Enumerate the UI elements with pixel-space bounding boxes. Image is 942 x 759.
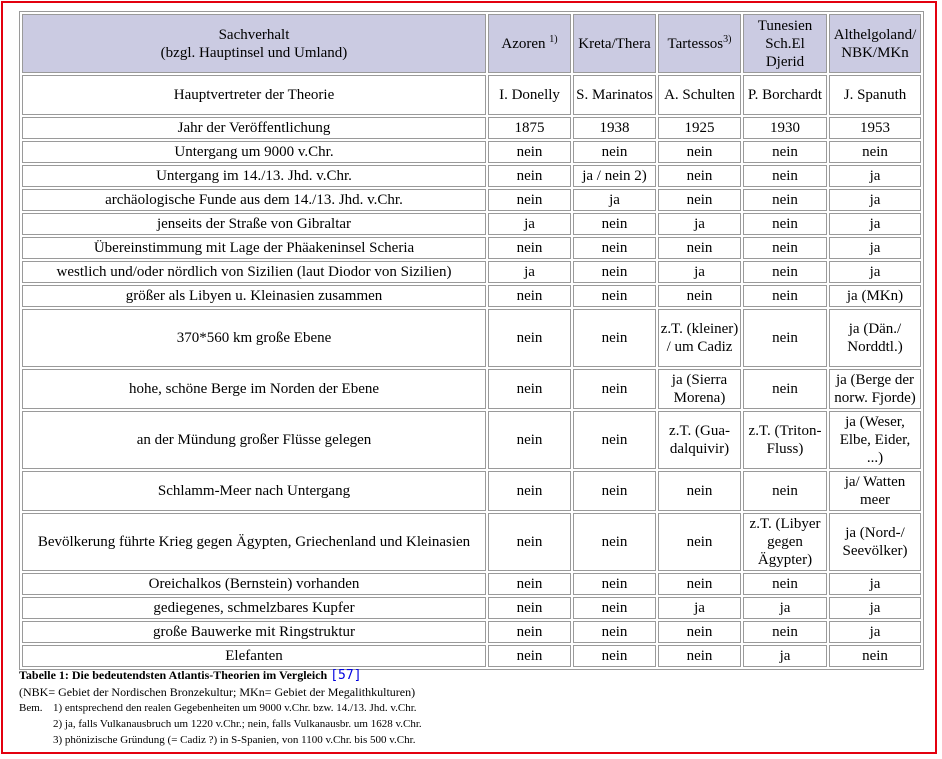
cell-azoren: 1875: [488, 117, 571, 139]
cell-althelgoland: ja: [829, 189, 921, 211]
cell-tartessos: z.T. (Gua-dalquivir): [658, 411, 741, 469]
cell-kreta-thera: ja: [573, 189, 656, 211]
header-azoren: Azoren $^{1)}$: [488, 14, 571, 73]
cell-tartessos: ja: [658, 597, 741, 619]
header-tunesien: Tunesien Sch.El Djerid: [743, 14, 827, 73]
cell-kreta-thera: ja / nein 2): [573, 165, 656, 187]
table-row: [22, 237, 921, 259]
cell-tunesien: P. Borchardt: [743, 75, 827, 115]
cell-althelgoland: ja: [829, 621, 921, 643]
cell-tunesien: nein: [743, 369, 827, 409]
cell-kreta-thera: nein: [573, 261, 656, 283]
table-row: [22, 165, 921, 187]
cell-tartessos: ja: [658, 213, 741, 235]
cell-criterion: Übereinstimmung mit Lage der Phäakeninsel Scheria: [22, 237, 486, 259]
cell-criterion: große Bauwerke mit Ringstruktur: [22, 621, 486, 643]
cell-kreta-thera: nein: [573, 309, 656, 367]
cell-tartessos: nein: [658, 573, 741, 595]
cell-tartessos: nein: [658, 645, 741, 667]
cell-kreta-thera: nein: [573, 597, 656, 619]
cell-azoren: nein: [488, 369, 571, 409]
header-kreta-thera: Kreta/Thera: [573, 14, 656, 73]
cell-tunesien: nein: [743, 471, 827, 511]
cell-criterion: Schlamm-Meer nach Untergang: [22, 471, 486, 511]
cell-althelgoland: ja: [829, 573, 921, 595]
caption-subtitle: (NBK= Gebiet der Nordischen Bronzekultur; MKn= Gebiet der Megalithkulturen): [19, 685, 416, 699]
cell-criterion: jenseits der Straße von Gibraltar: [22, 213, 486, 235]
cell-althelgoland: ja: [829, 213, 921, 235]
cell-tunesien: nein: [743, 237, 827, 259]
cell-tunesien: nein: [743, 261, 827, 283]
cell-althelgoland: nein: [829, 645, 921, 667]
table-row: [22, 117, 921, 139]
cell-azoren: I. Donelly: [488, 75, 571, 115]
cell-criterion: Elefanten: [22, 645, 486, 667]
cell-tunesien: nein: [743, 285, 827, 307]
cell-tartessos: nein: [658, 189, 741, 211]
cell-tartessos: A. Schulten: [658, 75, 741, 115]
cell-azoren: ja: [488, 213, 571, 235]
cell-althelgoland: ja/ Watten meer: [829, 471, 921, 511]
cell-tunesien: z.T. (Triton-Fluss): [743, 411, 827, 469]
cell-althelgoland: ja: [829, 261, 921, 283]
cell-azoren: nein: [488, 141, 571, 163]
cell-tunesien: nein: [743, 213, 827, 235]
cell-althelgoland: ja (Dän./ Norddtl.): [829, 309, 921, 367]
cell-criterion: Untergang um 9000 v.Chr.: [22, 141, 486, 163]
cell-althelgoland: ja (Nord-/ Seevölker): [829, 513, 921, 571]
cell-tartessos: z.T. (kleiner) / um Cadiz: [658, 309, 741, 367]
cell-kreta-thera: nein: [573, 285, 656, 307]
table-row: [22, 411, 921, 469]
cell-althelgoland: ja (Weser, Elbe, Eider, ...): [829, 411, 921, 469]
table-row: [22, 621, 921, 643]
cell-kreta-thera: nein: [573, 213, 656, 235]
cell-criterion: westlich und/oder nördlich von Sizilien (laut Diodor von Sizilien): [22, 261, 486, 283]
cell-tunesien: nein: [743, 141, 827, 163]
cell-azoren: nein: [488, 645, 571, 667]
cell-tartessos: nein: [658, 513, 741, 571]
cell-azoren: ja: [488, 261, 571, 283]
cell-althelgoland: J. Spanuth: [829, 75, 921, 115]
caption-title: Tabelle 1: Die bedeutendsten Atlantis-Theorien im Vergleich: [19, 668, 328, 682]
cell-criterion: hohe, schöne Berge im Norden der Ebene: [22, 369, 486, 409]
table-header-row: [22, 14, 921, 73]
cell-kreta-thera: nein: [573, 237, 656, 259]
cell-azoren: nein: [488, 513, 571, 571]
header-sachverhalt: Sachverhalt (bzgl. Hauptinsel und Umland): [22, 14, 486, 73]
cell-azoren: nein: [488, 621, 571, 643]
cell-kreta-thera: S. Marinatos: [573, 75, 656, 115]
table-row: [22, 189, 921, 211]
cell-tunesien: nein: [743, 165, 827, 187]
header-althelgoland: Althelgoland/ NBK/MKn: [829, 14, 921, 73]
cell-tunesien: nein: [743, 573, 827, 595]
cell-criterion: gediegenes, schmelzbares Kupfer: [22, 597, 486, 619]
cell-kreta-thera: nein: [573, 645, 656, 667]
cell-azoren: nein: [488, 165, 571, 187]
cell-althelgoland: ja (Berge der norw. Fjorde): [829, 369, 921, 409]
cell-azoren: nein: [488, 309, 571, 367]
cell-tunesien: ja: [743, 597, 827, 619]
cell-criterion: Jahr der Veröffentlichung: [22, 117, 486, 139]
cell-tartessos: 1925: [658, 117, 741, 139]
cell-tartessos: nein: [658, 237, 741, 259]
header-tartessos: Tartessos$^{3)}$: [658, 14, 741, 73]
cell-kreta-thera: nein: [573, 573, 656, 595]
table-row: [22, 285, 921, 307]
cell-azoren: nein: [488, 411, 571, 469]
cell-kreta-thera: nein: [573, 621, 656, 643]
table-row: [22, 213, 921, 235]
cell-althelgoland: ja: [829, 597, 921, 619]
table-row: [22, 261, 921, 283]
table-row: [22, 75, 921, 115]
table-row: [22, 309, 921, 367]
cell-althelgoland: ja: [829, 237, 921, 259]
table-row: [22, 471, 921, 511]
footnote-3: 3) phönizische Gründung (= Cadiz ?) in S-Spanien, von 1100 v.Chr. bis 500 v.Chr.: [53, 734, 416, 746]
cell-althelgoland: ja: [829, 165, 921, 187]
table-row: [22, 513, 921, 571]
cell-althelgoland: ja (MKn): [829, 285, 921, 307]
table-row: [22, 369, 921, 409]
cell-tunesien: ja: [743, 645, 827, 667]
cell-tartessos: nein: [658, 165, 741, 187]
table-row: [22, 141, 921, 163]
cell-tunesien: 1930: [743, 117, 827, 139]
cell-tartessos: ja: [658, 261, 741, 283]
table-row: [22, 597, 921, 619]
cell-azoren: nein: [488, 573, 571, 595]
cell-kreta-thera: 1938: [573, 117, 656, 139]
atlantis-comparison-table: [19, 11, 924, 670]
reference-link[interactable]: [57]: [330, 668, 362, 683]
cell-tartessos: nein: [658, 141, 741, 163]
cell-azoren: nein: [488, 597, 571, 619]
cell-criterion: Hauptvertreter der Theorie: [22, 75, 486, 115]
cell-criterion: 370*560 km große Ebene: [22, 309, 486, 367]
cell-tartessos: nein: [658, 621, 741, 643]
cell-kreta-thera: nein: [573, 369, 656, 409]
table-row: [22, 645, 921, 667]
cell-tartessos: nein: [658, 471, 741, 511]
table-caption: [19, 667, 919, 748]
cell-kreta-thera: nein: [573, 141, 656, 163]
cell-criterion: Oreichalkos (Bernstein) vorhanden: [22, 573, 486, 595]
cell-tunesien: z.T. (Libyer gegen Ägypter): [743, 513, 827, 571]
cell-tunesien: nein: [743, 621, 827, 643]
cell-azoren: nein: [488, 237, 571, 259]
cell-tunesien: nein: [743, 309, 827, 367]
cell-kreta-thera: nein: [573, 411, 656, 469]
cell-azoren: nein: [488, 285, 571, 307]
cell-azoren: nein: [488, 471, 571, 511]
cell-criterion: an der Mündung großer Flüsse gelegen: [22, 411, 486, 469]
footnote-2: 2) ja, falls Vulkanausbruch um 1220 v.Chr.; nein, falls Vulkanausbr. um 1628 v.Chr.: [53, 718, 422, 730]
table-row: [22, 573, 921, 595]
cell-criterion: Bevölkerung führte Krieg gegen Ägypten, Griechenland und Kleinasien: [22, 513, 486, 571]
cell-althelgoland: nein: [829, 141, 921, 163]
cell-tunesien: nein: [743, 189, 827, 211]
cell-tartessos: ja (Sierra Morena): [658, 369, 741, 409]
page-frame: [1, 1, 937, 754]
cell-azoren: nein: [488, 189, 571, 211]
cell-kreta-thera: nein: [573, 513, 656, 571]
cell-criterion: Untergang im 14./13. Jhd. v.Chr.: [22, 165, 486, 187]
footnote-1: Bem. 1) entsprechend den realen Gegebenheiten um 9000 v.Chr. bzw. 14./13. Jhd. v.Chr.: [19, 702, 417, 714]
cell-kreta-thera: nein: [573, 471, 656, 511]
cell-criterion: archäologische Funde aus dem 14./13. Jhd. v.Chr.: [22, 189, 486, 211]
cell-criterion: größer als Libyen u. Kleinasien zusammen: [22, 285, 486, 307]
cell-tartessos: nein: [658, 285, 741, 307]
cell-althelgoland: 1953: [829, 117, 921, 139]
